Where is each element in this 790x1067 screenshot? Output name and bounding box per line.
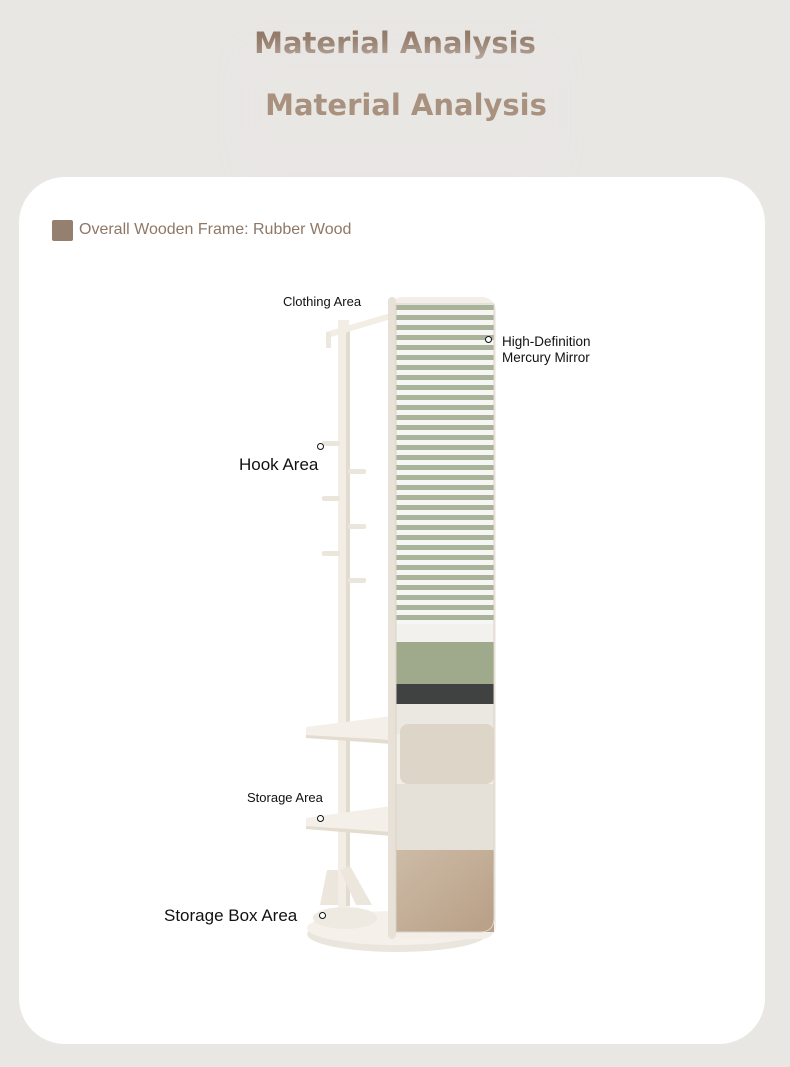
legend-label: Overall Wooden Frame: Rubber Wood xyxy=(79,221,352,238)
hook xyxy=(348,578,366,583)
clothing-area-label: Clothing Area xyxy=(283,294,362,309)
storage-marker xyxy=(317,815,324,822)
hook xyxy=(322,496,340,501)
mirror-marker xyxy=(485,336,492,343)
storage-box-marker xyxy=(319,912,326,919)
mirror-glass xyxy=(396,304,494,932)
mirror-label xyxy=(502,334,591,366)
hook-marker xyxy=(317,443,324,450)
hook-area-label: Hook Area xyxy=(239,455,319,474)
storage-box-label: Storage Box Area xyxy=(164,906,298,925)
page-title: Material Analysis xyxy=(254,26,536,60)
hook xyxy=(348,524,366,529)
clothing-rail xyxy=(326,312,394,338)
storage-area-label: Storage Area xyxy=(247,790,323,805)
page-subtitle: Material Analysis xyxy=(265,88,547,122)
hook xyxy=(322,441,340,446)
mirror-label-line1: High-Definition xyxy=(502,334,591,349)
mirror-label-line2: Mercury Mirror xyxy=(502,350,590,365)
hook xyxy=(322,551,340,556)
hook xyxy=(348,469,366,474)
